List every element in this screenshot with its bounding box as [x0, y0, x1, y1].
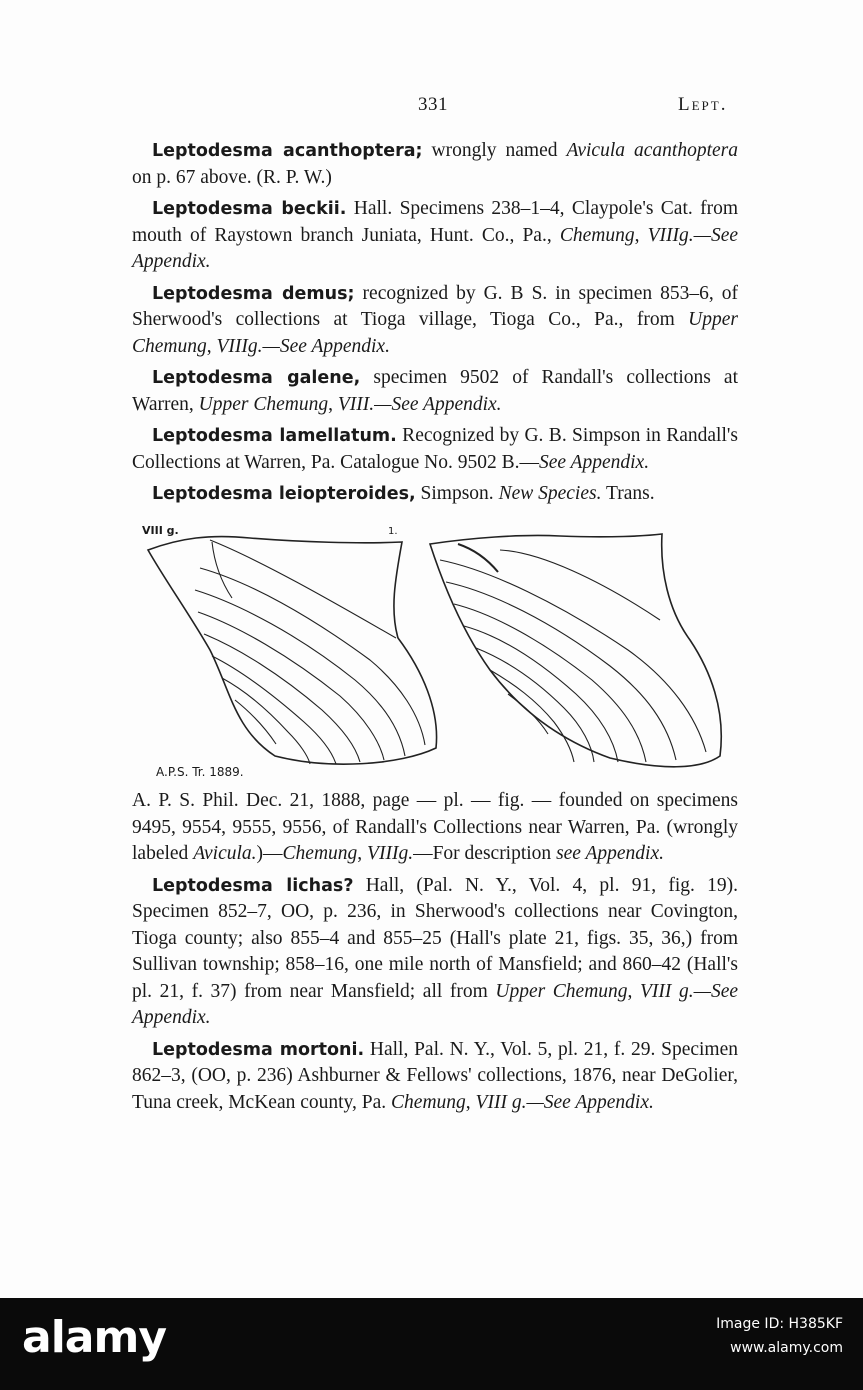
figure-label-right: 1.: [388, 526, 398, 537]
page-number: 331: [418, 94, 448, 115]
species-name: Leptodesma galene,: [152, 368, 361, 388]
left-shell-drawing: [148, 537, 437, 765]
species-name: Leptodesma acanthoptera;: [152, 141, 423, 161]
entry-leiopteroides: Leptodesma leiopteroides, Simpson. New Species. Trans.: [152, 483, 655, 504]
image-id: Image ID: H385KF: [716, 1316, 843, 1332]
figure-credit: A.P.S. Tr. 1889.: [156, 765, 244, 779]
text-column-top: [132, 138, 738, 513]
page-header: [0, 94, 863, 120]
stock-photo-banner: [0, 1298, 863, 1390]
species-name: Leptodesma leiopteroides,: [152, 484, 416, 504]
site-url: www.alamy.com: [730, 1340, 843, 1356]
shell-engraving: [140, 520, 740, 785]
entry-galene: Leptodesma galene, specimen 9502 of Randall's collections at Warren, Upper Chemung, VIII.—See Appendix.: [132, 367, 739, 415]
running-head: Lept.: [678, 94, 728, 115]
right-shell-drawing: [430, 534, 721, 767]
species-name: Leptodesma lichas?: [152, 875, 354, 896]
entry-lamellatum: Leptodesma lamellatum. Recognized by G. B. Simpson in Randall's Collections at Warren, Pa. Catalogue No. 9502 B.—See Appendix.: [132, 425, 738, 473]
shell-illustration: [140, 520, 740, 785]
alamy-logo: alamy: [22, 1312, 166, 1363]
species-name: Leptodesma demus;: [152, 283, 355, 304]
entry-demus: Leptodesma demus; recognized by G. B S. in specimen 853–6, of Sherwood's collections at Tioga village, Tioga Co., Pa., from Upper Chemung, VIIIg.—See Appendix.: [132, 282, 739, 357]
species-name: Leptodesma mortoni.: [152, 1039, 365, 1060]
entry-lichas: Leptodesma lichas? Hall, (Pal. N. Y., Vol. 4, pl. 91, fig. 19). Specimen 852–7, OO, p. 236, in Sherwood's collections near Covington, Tioga county; also 855–4 and 855–25 (Hall's plate 21, figs. 35, 36,) from Sullivan township; 858–16, one mile north of Mansfield; and 860–42 (Hall's pl. 21, f. 37) from near Mansfield; all from Upper Chemung, VIII g.—See Appendix.: [132, 874, 738, 1028]
species-name: Leptodesma beckii.: [152, 199, 347, 219]
entry-beckii: Leptodesma beckii. Hall. Specimens 238–1–4, Claypole's Cat. from mouth of Raystown branch Juniata, Hunt. Co., Pa., Chemung, VIIIg.—See Appendix.: [132, 198, 739, 272]
text-column-bottom: [132, 788, 738, 1121]
species-name: Leptodesma lamellatum.: [152, 426, 397, 446]
entry-leiopteroides-continued: A. P. S. Phil. Dec. 21, 1888, page — pl. — fig. — founded on specimens 9495, 9554, 9555, 9556, of Randall's Collections near Warren, Pa. (wrongly labeled Avicula.)—Chemung, VIIIg.—For description see Appendix.: [132, 790, 738, 864]
entry-mortoni: Leptodesma mortoni. Hall, Pal. N. Y., Vol. 5, pl. 21, f. 29. Specimen 862–3, (OO, p. 236) Ashburner & Fellows' collections, 1876, near DeGolier, Tuna creek, McKean county, Pa. Chemung, VIII g.—See Appendix.: [132, 1038, 739, 1113]
figure-label-left: VIII g.: [142, 524, 179, 537]
entry-acanthoptera: Leptodesma acanthoptera; wrongly named Avicula acanthoptera on p. 67 above. (R. P. W.): [132, 140, 738, 188]
